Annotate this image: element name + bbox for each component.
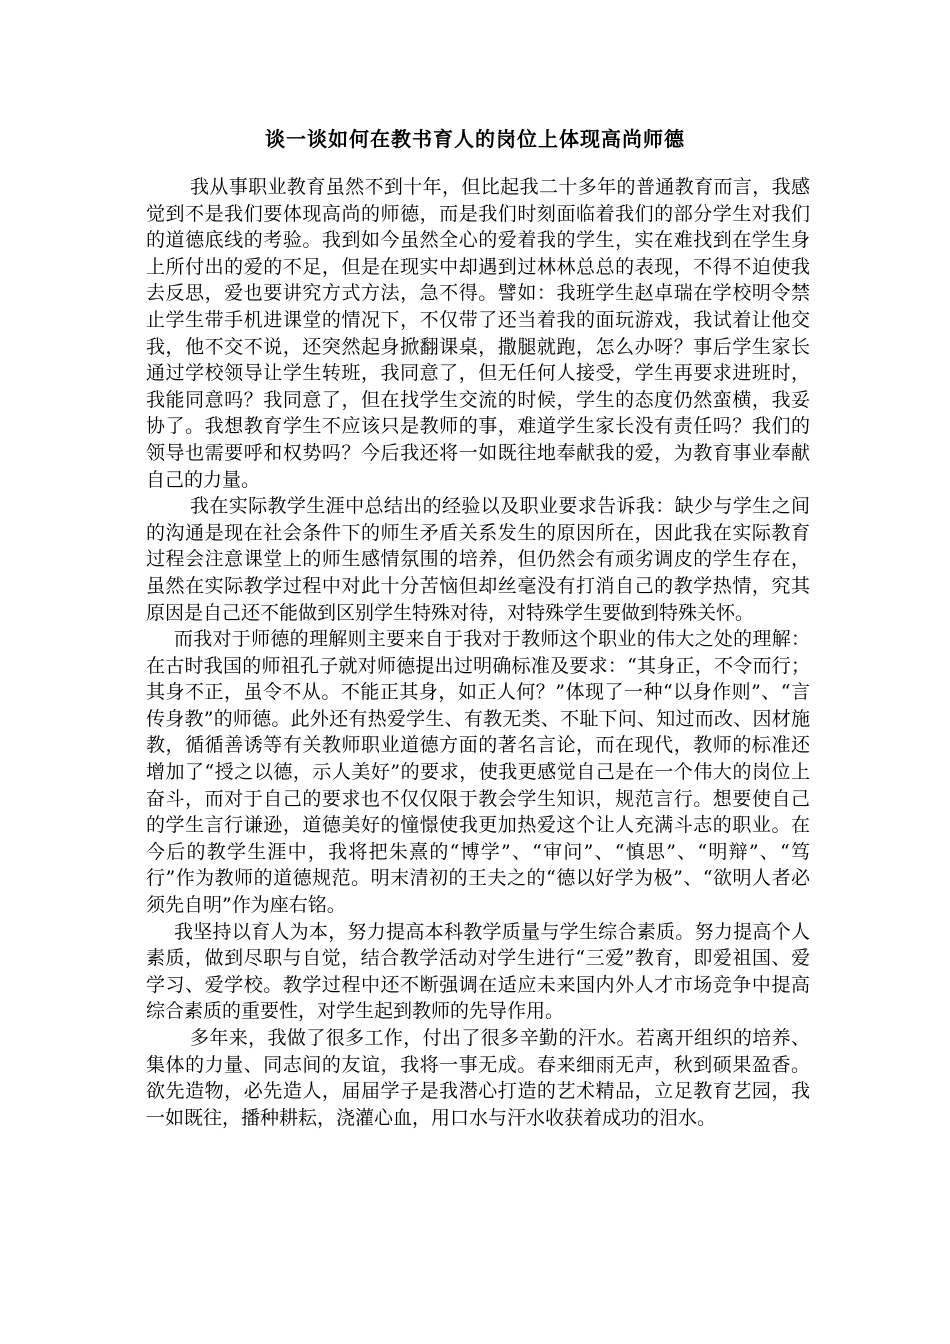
paragraph-1: 我从事职业教育虽然不到十年，但比起我二十多年的普通教育而言，我感觉到不是我们要体现高尚的师德，而是我们时刻面临着我们的部分学生对我们的道德底线的考验。我到如今虽然全心的爱着我的学生，实在难找到在学生身上所付出的爱的不足，但是在现实中却遇到过林林总总的表现，不得不迫使我去反思，爱也要讲究方式方法，急不得。譬如：我班学生赵卓瑞在学校明令禁止学生带手机进课堂的情况下，不仅带了还当着我的面玩游戏，我试着让他交我，他不交不说，还突然起身掀翻课桌，撒腿就跑，怎么办呀？事后学生家长通过学校领导让学生转班，我同意了，但无任何人接受，学生再要求进班时，我能同意吗？我同意了，但在找学生交流的时候，学生的态度仍然蛮横，我妥协了。我想教育学生不应该只是教师的事，难道学生家长没有责任吗？我们的领导也需要呼和权势吗？今后我还将一如既往地奉献我的爱，为教育事业奉献自己的力量。 — [146, 176, 810, 491]
document-body — [146, 174, 810, 1131]
paragraph-3: 而我对于师德的理解则主要来自于我对于教师这个职业的伟大之处的理解：在古时我国的师祖孔子就对师德提出过明确标准及要求：“其身正，不令而行；其身不正，虽令不从。不能正其身，如正人何？”体现了一种“以身作则”、“言传身教”的师德。此外还有热爱学生、有教无类、不耻下问、知过而改、因材施教，循循善诱等有关教师职业道德方面的著名言论，而在现代，教师的标准还增加了“授之以德，示人美好”的要求，使我更感觉自己是在一个伟大的岗位上奋斗，而对于自己的要求也不仅仅限于教会学生知识，规范言行。想要使自己的学生言行谦逊，道德美好的憧憬使我更加热爱这个让人充满斗志的职业。在今后的教学生涯中，我将把朱熹的“博学”、“审问”、“慎思”、“明辩”、“笃行”作为教师的道德规范。明末清初的王夫之的“德以好学为极”、“欲明人者必须先自明”作为座右铭。 — [146, 628, 810, 917]
paragraph-5: 多年来，我做了很多工作，付出了很多辛勤的汗水。若离开组织的培养、集体的力量、同志间的友谊，我将一事无成。春来细雨无声，秋到硕果盈香。欲先造物，必先造人，届届学子是我潜心打造的艺术精品，立足教育艺园，我一如既往，播种耕耘，浇灌心血，用口水与汗水收获着成功的泪水。 — [146, 1027, 810, 1129]
document-title: 谈一谈如何在教书育人的岗位上体现高尚师德 — [265, 127, 685, 151]
paragraph-2: 我在实际教学生涯中总结出的经验以及职业要求告诉我：缺少与学生之间的沟通是现在社会条件下的师生矛盾关系发生的原因所在，因此我在实际教育过程会注意课堂上的师生感情氛围的培养，但仍然会有顽劣调皮的学生存在，虽然在实际教学过程中对此十分苦恼但却丝毫没有打消自己的教学热情，究其原因是自己还不能做到区别学生特殊对待，对特殊学生要做到特殊关怀。 — [146, 495, 810, 624]
paragraph-4: 我坚持以育人为本，努力提高本科教学质量与学生综合素质。努力提高个人素质，做到尽职与自觉，结合教学活动对学生进行“三爱”教育，即爱祖国、爱学习、爱学校。教学过程中还不断强调在适应未来国内外人才市场竞争中提高综合素质的重要性，对学生起到教师的先导作用。 — [146, 920, 810, 1023]
